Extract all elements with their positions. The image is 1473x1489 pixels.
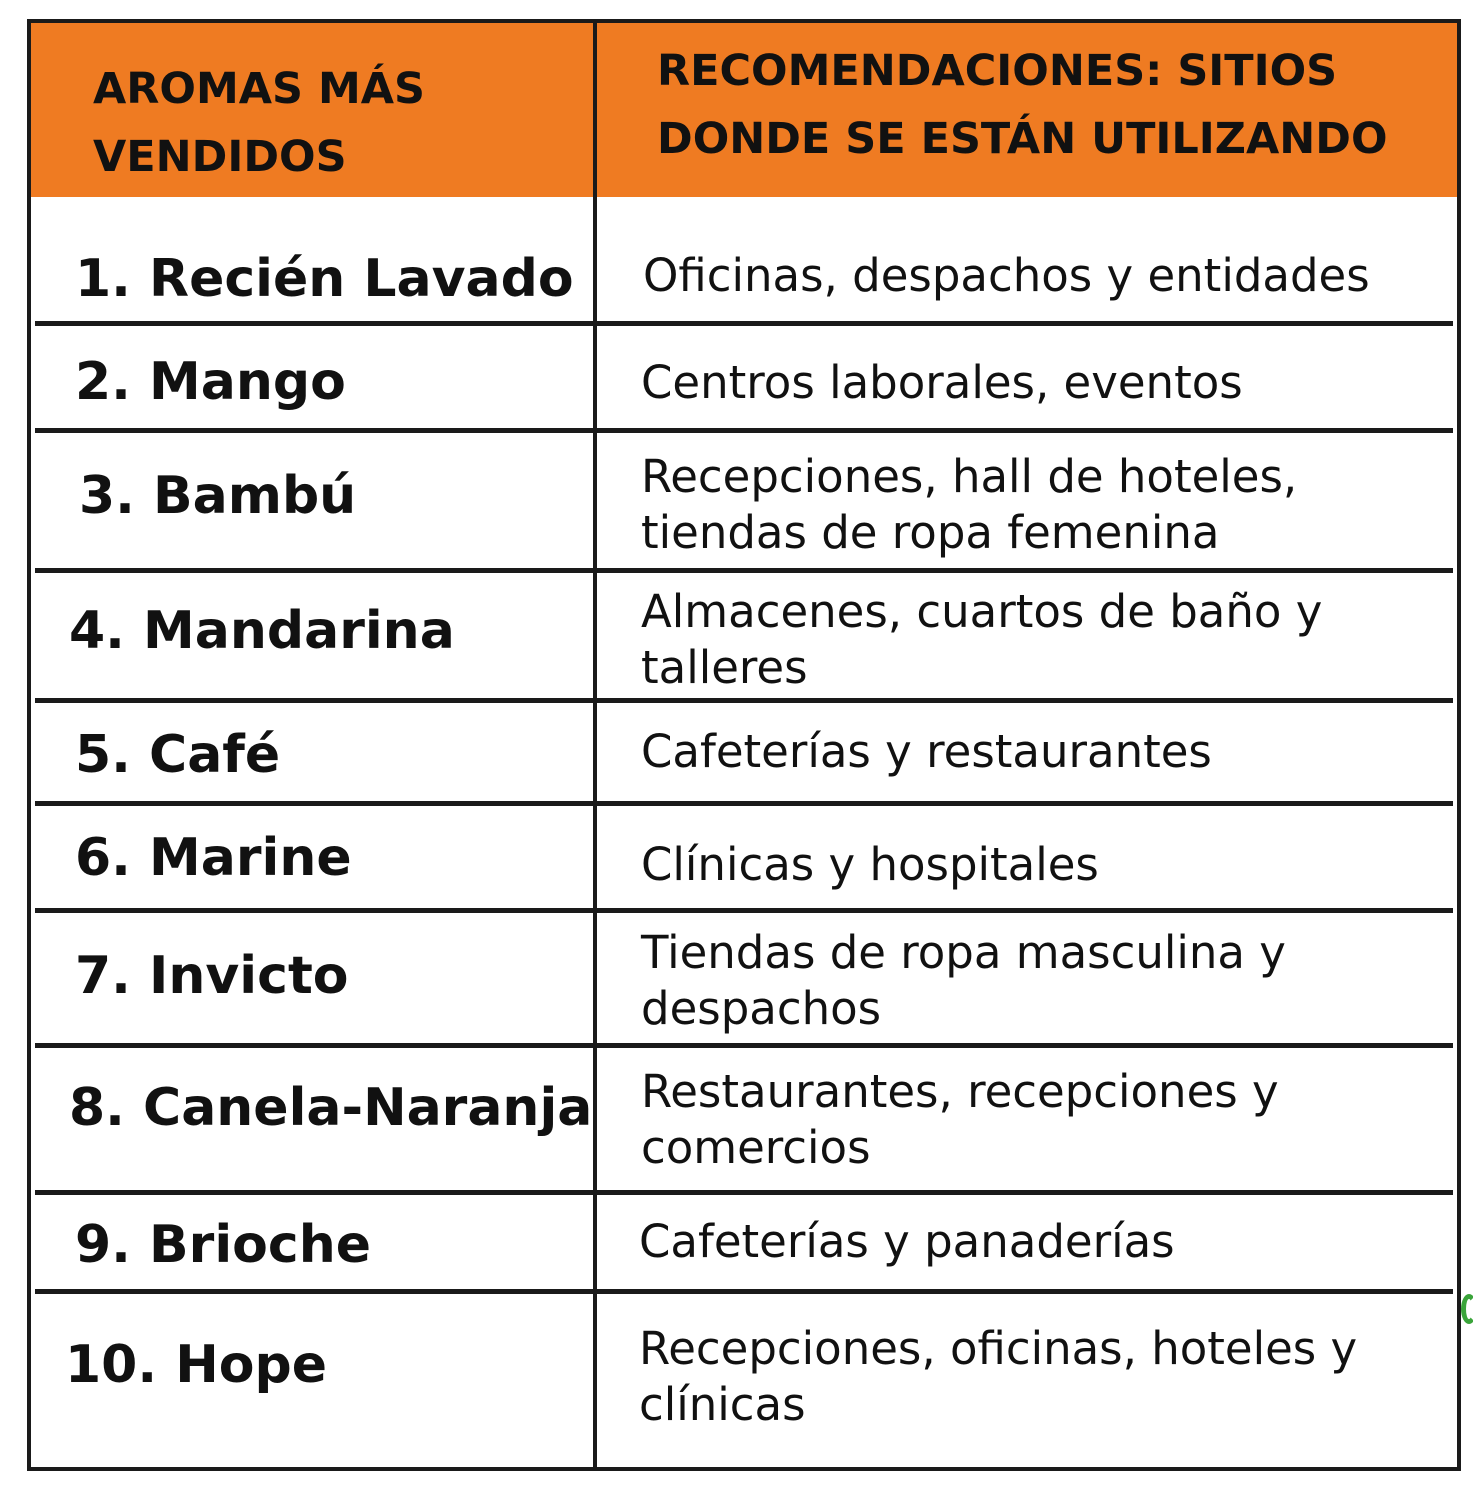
sitios-8: Restaurantes, recepciones y comercios <box>641 1065 1279 1174</box>
sitios-9: Cafeterías y panaderías <box>639 1215 1175 1268</box>
row-divider <box>35 321 1453 326</box>
edge-circle-mark <box>1461 1294 1473 1324</box>
header-aromas: AROMAS MÁS VENDIDOS <box>93 64 425 182</box>
sitios-6: Clínicas y hospitales <box>641 838 1099 891</box>
aroma-2: 2. Mango <box>75 352 346 412</box>
aromas-table <box>27 19 1461 1471</box>
row-divider <box>35 698 1453 703</box>
aroma-7: 7. Invicto <box>75 946 349 1006</box>
aroma-1: 1. Recién Lavado <box>75 249 574 309</box>
sitios-10: Recepciones, oficinas, hoteles y clínicas <box>639 1322 1358 1431</box>
sitios-7: Tiendas de ropa masculina y despachos <box>641 926 1286 1035</box>
aroma-4: 4. Mandarina <box>69 601 455 661</box>
aroma-3: 3. Bambú <box>79 466 357 526</box>
row-divider <box>35 428 1453 433</box>
row-divider <box>35 801 1453 806</box>
sitios-3: Recepciones, hall de hoteles, tiendas de ropa femenina <box>641 450 1298 559</box>
sitios-5: Cafeterías y restaurantes <box>641 725 1212 778</box>
aroma-8: 8. Canela-Naranja <box>69 1078 593 1138</box>
aroma-9: 9. Brioche <box>75 1215 371 1275</box>
sitios-4: Almacenes, cuartos de baño y talleres <box>641 585 1323 694</box>
row-divider <box>35 908 1453 913</box>
aroma-5: 5. Café <box>75 725 281 785</box>
row-divider <box>35 568 1453 573</box>
table-header <box>31 23 1457 197</box>
row-divider <box>35 1289 1453 1294</box>
column-divider <box>593 23 597 1467</box>
header-recomendaciones: RECOMENDACIONES: SITIOS DONDE SE ESTÁN UTILIZANDO <box>657 46 1388 164</box>
aroma-6: 6. Marine <box>75 828 352 888</box>
row-divider <box>35 1043 1453 1048</box>
row-divider <box>35 1190 1453 1195</box>
sitios-1: Oficinas, despachos y entidades <box>643 249 1370 302</box>
aroma-10: 10. Hope <box>65 1335 327 1395</box>
sitios-2: Centros laborales, eventos <box>641 356 1243 409</box>
